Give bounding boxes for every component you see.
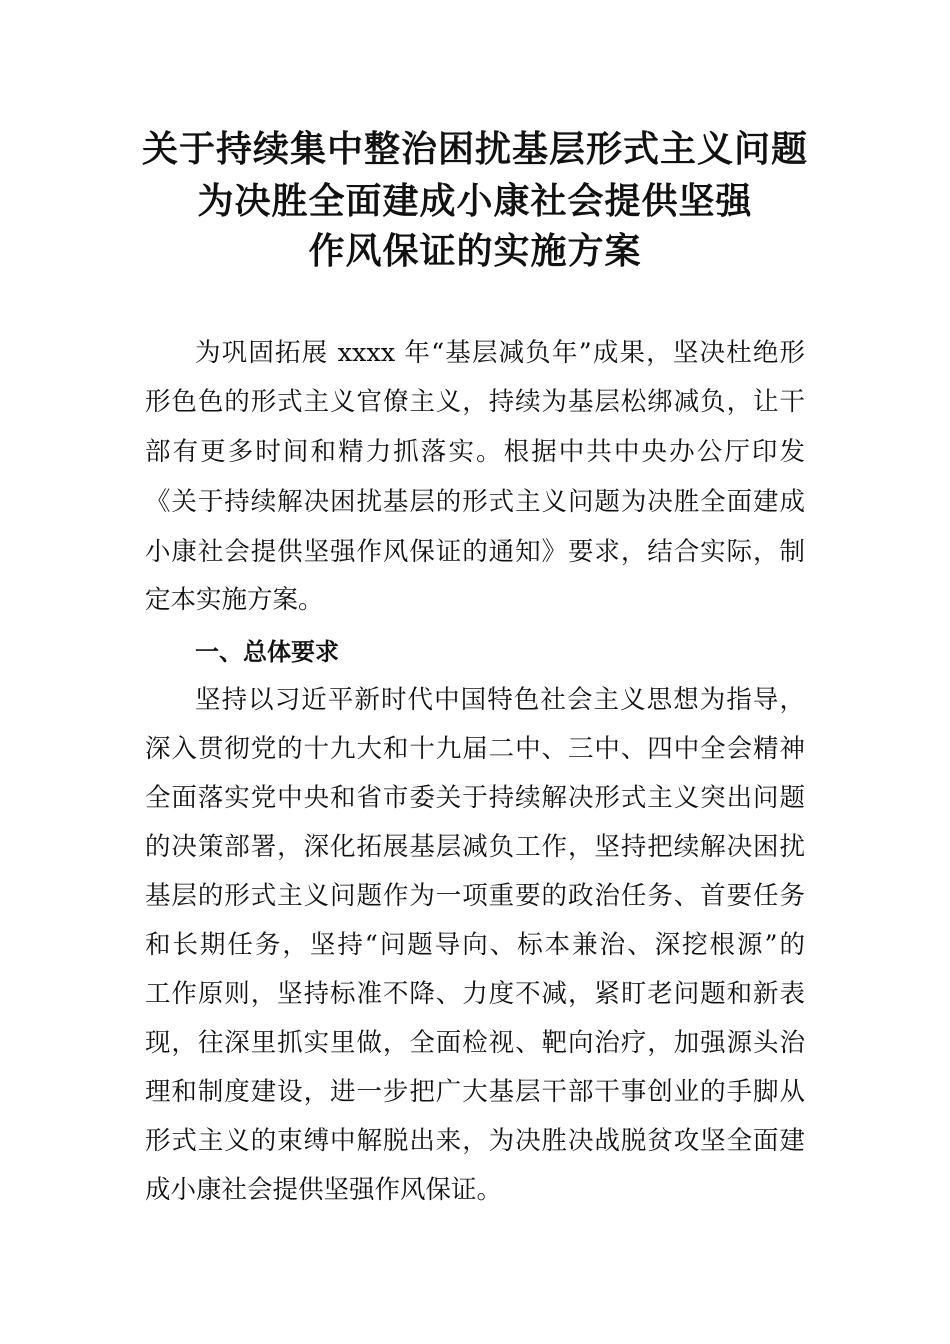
document-title-line-1: 关于持续集中整治困扰基层形式主义问题 xyxy=(141,128,808,170)
paragraph-2-line-7: 工作原则，坚持标准不降、力度不减，紧盯老问题和新表 xyxy=(145,979,805,1009)
paragraph-2-line-4: 的决策部署，深化拓展基层减负工作，坚持把续解决困扰 xyxy=(145,832,805,862)
paragraph-2-line-6: 和长期任务，坚持“问题导向、标本兼治、深挖根源”的 xyxy=(145,930,805,960)
paragraph-1-line-1: 为巩固拓展 xxxx 年“基层减负年”成果，坚决杜绝形 xyxy=(195,338,805,368)
paragraph-1-line-4: 《关于持续解决困扰基层的形式主义问题为决胜全面建成 xyxy=(145,487,805,517)
paragraph-1-line-6: 定本实施方案。 xyxy=(145,585,324,615)
paragraph-2-line-3: 全面落实党中央和省市委关于持续解决形式主义突出问题 xyxy=(145,783,805,813)
document-title-line-2: 为决胜全面建成小康社会提供坚强 xyxy=(197,180,753,222)
paragraph-1-line-5: 小康社会提供坚强作风保证的通知》要求，结合实际，制 xyxy=(145,537,805,567)
paragraph-1-line-3: 部有更多时间和精力抓落实。根据中共中央办公厅印发 xyxy=(145,437,805,467)
paragraph-2-line-2: 深入贯彻党的十九大和十九届二中、三中、四中全会精神 xyxy=(145,734,805,764)
paragraph-2-line-11: 成小康社会提供坚强作风保证。 xyxy=(145,1175,503,1205)
paragraph-2-line-10: 形式主义的束缚中解脱出来，为决胜决战脱贫攻坚全面建 xyxy=(145,1126,805,1156)
paragraph-2-line-1: 坚持以习近平新时代中国特色社会主义思想为指导， xyxy=(195,685,805,715)
paragraph-2-line-5: 基层的形式主义问题作为一项重要的政治任务、首要任务 xyxy=(145,881,805,911)
paragraph-2-line-8: 现，往深里抓实里做，全面检视、靶向治疗，加强源头治 xyxy=(145,1028,805,1058)
paragraph-2-line-9: 理和制度建设，进一步把广大基层干部干事创业的手脚从 xyxy=(145,1077,805,1107)
document-title-line-3: 作风保证的实施方案 xyxy=(308,230,642,272)
section-heading-general-requirements: 一、总体要求 xyxy=(195,638,339,666)
paragraph-1-line-2: 形色色的形式主义官僚主义，持续为基层松绑减负，让干 xyxy=(145,387,805,417)
